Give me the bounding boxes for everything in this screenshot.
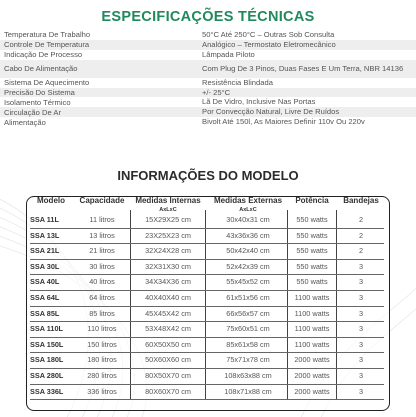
cell-internas: 40X40X40 cm <box>145 293 191 302</box>
cell-bandejas: 2 <box>358 246 364 256</box>
table-row-divider <box>30 243 384 244</box>
cell-potencia: 1100 watts <box>294 339 330 349</box>
cell-internas: 32X31X30 cm <box>145 261 191 271</box>
spec-label: Indicação De Processo <box>4 50 83 60</box>
spec-row <box>0 30 416 40</box>
cell-modelo: SSA 13L <box>30 230 60 240</box>
cell-externas: 108x71x88 cm <box>224 386 272 396</box>
cell-potencia: 1100 watts <box>294 324 330 334</box>
cell-internas: 45X45X42 cm <box>145 308 191 318</box>
cell-capacidade: 280 litros <box>87 371 117 380</box>
cell-potencia: 2000 watts <box>294 386 330 396</box>
table-row-divider <box>30 337 384 338</box>
header-potencia <box>287 197 337 205</box>
cell-modelo: SSA 11L <box>30 215 59 224</box>
table-row-divider <box>30 306 384 307</box>
table-row-divider <box>30 228 384 229</box>
cell-externas: 30x40x31 cm <box>226 215 270 224</box>
table-row-divider <box>30 384 384 385</box>
cell-externas: 75x60x51 cm <box>226 324 270 334</box>
spec-row <box>0 97 416 107</box>
cell-modelo: SSA 64L <box>30 293 60 302</box>
cell-capacidade: 64 litros <box>89 293 115 302</box>
spec-label: Controle De Temperatura <box>4 40 90 50</box>
header-capacidade <box>76 197 128 205</box>
cell-externas: 75x71x78 cm <box>226 355 270 365</box>
cell-potencia: 550 watts <box>296 277 328 287</box>
cell-capacidade: 180 litros <box>87 355 117 365</box>
cell-externas: 85x61x58 cm <box>226 339 270 349</box>
spec-label: Alimentação <box>4 117 46 127</box>
spec-row <box>0 60 416 78</box>
spec-value: 50°C Até 250°C – Outras Sob Consulta <box>202 29 335 39</box>
header-modelo <box>30 197 72 205</box>
header-medidas-internas-text: Medidas Internas <box>135 196 201 205</box>
cell-internas: 53X48X42 cm <box>145 324 191 334</box>
spec-label: Sistema De Aquecimento <box>4 78 90 88</box>
cell-bandejas: 3 <box>358 371 364 380</box>
cell-bandejas: 3 <box>358 261 364 271</box>
spec-row <box>0 78 416 88</box>
cell-internas: 50X60X60 cm <box>145 355 191 365</box>
header-potencia-text: Potência <box>295 196 329 205</box>
cell-bandejas: 3 <box>358 293 364 302</box>
cell-modelo: SSA 30L <box>30 261 60 271</box>
cell-externas: 43x36x36 cm <box>226 230 270 240</box>
cell-capacidade: 110 litros <box>87 324 117 334</box>
cell-modelo: SSA 336L <box>30 386 64 396</box>
cell-modelo: SSA 150L <box>30 339 64 349</box>
spec-value: Analógico – Termostato Eletromecânico <box>202 39 336 49</box>
cell-potencia: 1100 watts <box>294 293 330 302</box>
cell-externas: 52x42x39 cm <box>226 261 270 271</box>
cell-internas: 60X50X50 cm <box>145 339 191 349</box>
spec-row <box>0 88 416 98</box>
cell-externas: 55x45x52 cm <box>226 277 270 287</box>
cell-potencia: 1100 watts <box>294 308 330 318</box>
cell-capacidade: 40 litros <box>89 277 115 287</box>
table-row-divider <box>30 352 384 353</box>
spec-value: +/- 25°C <box>202 87 231 97</box>
cell-externas: 61x51x56 cm <box>226 293 270 302</box>
cell-modelo: SSA 280L <box>30 371 64 380</box>
page-title: ESPECIFICAÇÕES TÉCNICAS <box>101 9 315 25</box>
cell-bandejas: 3 <box>358 355 364 365</box>
table-row-divider <box>30 399 384 400</box>
cell-externas: 50x42x40 cm <box>226 246 270 256</box>
spec-label: Circulação De Ar <box>4 107 61 117</box>
cell-internas: 34X34X36 cm <box>145 277 191 287</box>
header-medidas-externas-text: Medidas Externas <box>213 196 283 205</box>
table-row-divider <box>30 259 384 260</box>
cell-bandejas: 3 <box>358 277 364 287</box>
cell-bandejas: 3 <box>358 324 364 334</box>
table-row-divider <box>30 290 384 291</box>
cell-modelo: SSA 180L <box>30 355 64 365</box>
cell-potencia: 550 watts <box>296 230 328 240</box>
cell-capacidade: 85 litros <box>89 308 115 318</box>
cell-capacidade: 21 litros <box>89 246 115 256</box>
cell-potencia: 2000 watts <box>294 371 330 380</box>
header-medidas-internas-sub: AxLxC <box>159 207 177 213</box>
cell-capacidade: 336 litros <box>87 386 117 396</box>
cell-externas: 108x63x88 cm <box>224 371 272 380</box>
cell-potencia: 550 watts <box>296 261 328 271</box>
cell-capacidade: 150 litros <box>87 339 117 349</box>
spec-label: Cabo De Alimentação <box>4 64 78 74</box>
header-bandejas <box>338 197 384 205</box>
spec-value: Bivolt Até 150l, As Maiores Definir 110v Ou 220v <box>202 117 365 127</box>
cell-modelo: SSA 85L <box>30 308 60 318</box>
cell-bandejas: 3 <box>358 386 364 396</box>
spec-label: Isolamento Térmico <box>4 97 71 107</box>
table-row-divider <box>30 368 384 369</box>
cell-bandejas: 2 <box>358 215 364 224</box>
cell-potencia: 2000 watts <box>294 355 330 365</box>
table-row-divider <box>30 274 384 275</box>
spec-value: Resistência Blindada <box>202 77 273 87</box>
cell-externas: 66x56x57 cm <box>226 308 270 318</box>
spec-value: Com Plug De 3 Pinos, Duas Fases E Um Terra, NBR 14136 <box>202 63 404 73</box>
header-modelo-text: Modelo <box>37 196 65 205</box>
header-medidas-externas <box>208 197 288 214</box>
header-medidas-externas-sub: AxLxC <box>239 207 257 213</box>
cell-internas: 32X24X28 cm <box>145 246 191 256</box>
cell-internas: 15X29X25 cm <box>145 215 191 224</box>
cell-potencia: 550 watts <box>296 246 328 256</box>
cell-potencia: 550 watts <box>296 215 328 224</box>
cell-internas: 80X60X70 cm <box>145 386 191 396</box>
cell-capacidade: 30 litros <box>89 261 115 271</box>
cell-internas: 23X25X23 cm <box>145 230 191 240</box>
cell-bandejas: 3 <box>358 339 364 349</box>
cell-modelo: SSA 40L <box>30 277 60 287</box>
spec-value: Por Convecção Natural, Livre De Ruídos <box>202 107 340 117</box>
specs-table <box>0 30 416 127</box>
table-row-divider <box>30 321 384 322</box>
cell-bandejas: 3 <box>358 308 364 318</box>
spec-row <box>0 40 416 50</box>
cell-modelo: SSA 110L <box>30 324 63 334</box>
cell-internas: 80X50X70 cm <box>145 371 191 380</box>
header-bandejas-text: Bandejas <box>343 196 379 205</box>
spec-row <box>0 117 416 127</box>
cell-capacidade: 11 litros <box>89 215 115 224</box>
cell-bandejas: 2 <box>358 230 364 240</box>
spec-value: Lâmpada Piloto <box>202 49 255 59</box>
cell-modelo: SSA 21L <box>30 246 60 256</box>
spec-row <box>0 107 416 117</box>
cell-capacidade: 13 litros <box>89 230 115 240</box>
spec-label: Temperatura De Trabalho <box>4 30 91 40</box>
spec-value: Lã De Vidro, Inclusive Nas Portas <box>202 97 316 107</box>
header-capacidade-text: Capacidade <box>79 196 125 205</box>
spec-label: Precisão Do Sistema <box>4 88 75 97</box>
spec-row <box>0 50 416 60</box>
model-table-title: INFORMAÇÕES DO MODELO <box>0 168 416 183</box>
